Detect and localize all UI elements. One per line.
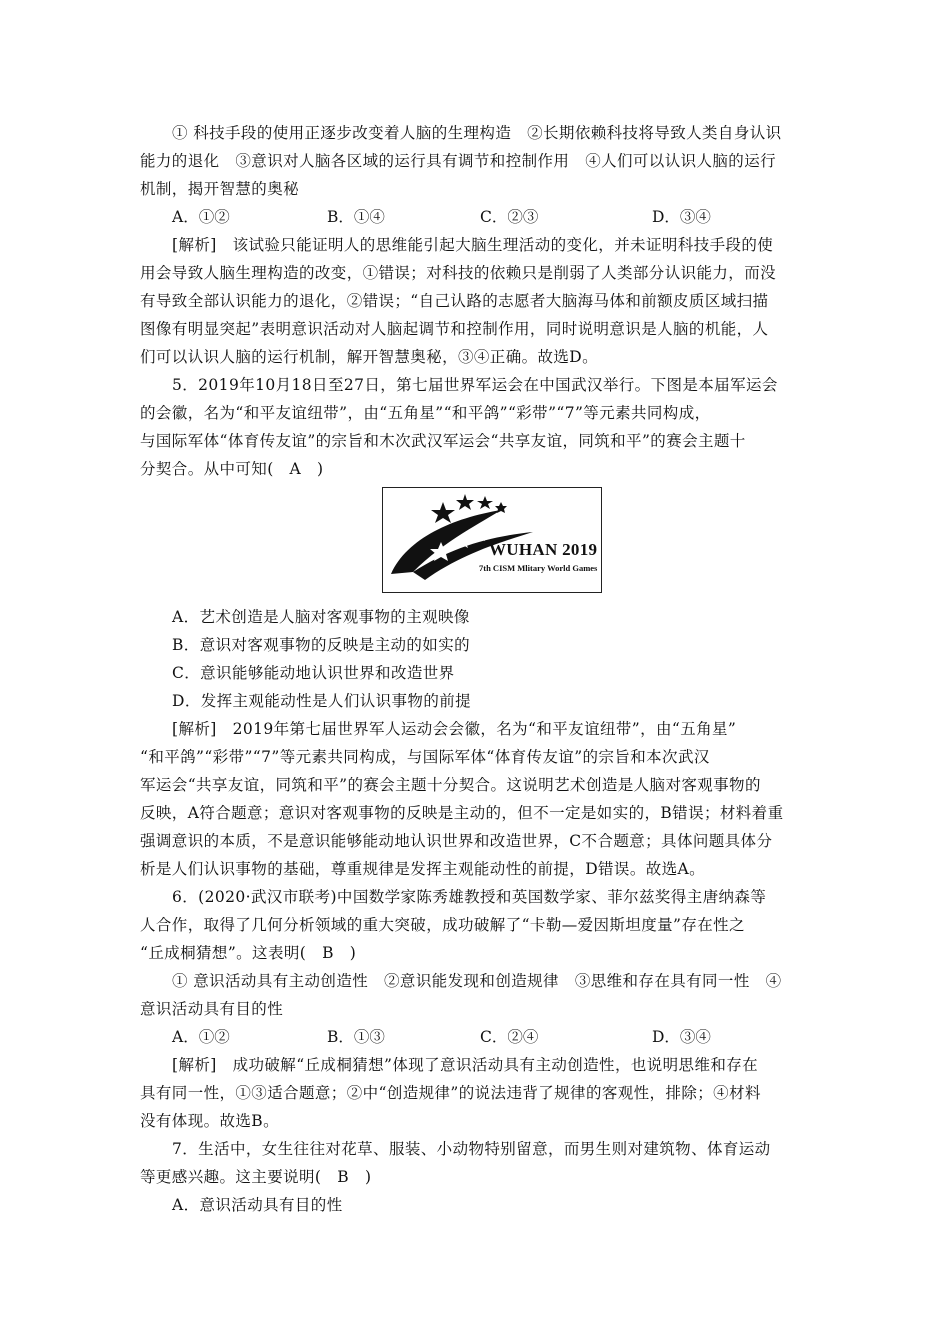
q6-stem-line-1: 6．(2020·武汉市联考)中国数学家陈秀雄教授和英国数学家、菲尔兹奖得主唐纳森等 [172,888,767,906]
q6-option-a: A．①② [172,1028,230,1046]
q5-analysis-line-3: 军运会“共享友谊，同筑和平”的赛会主题十分契合。这说明艺术创造是人脑对客观事物的 [140,776,761,794]
q5-option-a: A．艺术创造是人脑对客观事物的主观映像 [172,608,470,626]
q6-analysis-line-1: [解析] 成功破解“丘成桐猜想”体现了意识活动具有主动创造性，也说明思维和存在 [172,1056,759,1074]
q7-option-a: A．意识活动具有目的性 [172,1196,343,1214]
q5-analysis-line-2: “和平鸽”“彩带”“7”等元素共同构成，与国际军体“体育传友谊”的宗旨和本次武汉 [140,748,710,766]
q5-option-b: B．意识对客观事物的反映是主动的如实的 [172,636,470,654]
q4-statement-line-2: 能力的退化 ③意识对人脑各区域的运行具有调节和控制作用 ④人们可以认识人脑的运行 [140,152,777,170]
q5-analysis-line-4: 反映，A符合题意；意识对客观事物的反映是主动的，但不一定是如实的，B错误；材料着重 [140,804,784,822]
emblem-title: WUHAN 2019 [489,540,598,559]
q4-analysis-line-2: 用会导致人脑生理构造的改变，①错误；对科技的依赖只是削弱了人类部分认识能力，而没 [140,264,777,282]
q6-stem-line-3: “丘成桐猜想”。这表明( B ) [140,944,357,962]
q7-stem-line-1: 7．生活中，女生往往对花草、服装、小动物特别留意，而男生则对建筑物、体育运动 [172,1140,771,1158]
q5-analysis-line-1: [解析] 2019年第七届世界军人运动会会徽，名为“和平友谊纽带”，由“五角星” [172,720,737,738]
star-icon [456,494,474,510]
q5-analysis-line-5: 强调意识的本质，不是意识能够能动地认识世界和改造世界，C不合题意；具体问题具体分 [140,832,773,850]
q4-analysis-line-3: 有导致全部认识能力的退化，②错误；“自己认路的志愿者大脑海马体和前额皮质区域扫描 [140,292,769,310]
star-icon [475,530,487,541]
q5-stem-line-2: 的会徽，名为“和平友谊纽带”，由“五角星”“和平鸽”“彩带”“7”等元素共同构成， [140,404,711,422]
q6-stem-line-2: 人合作，取得了几何分析领域的重大突破，成功破解了“卡勒—爱因斯坦度量”存在性之 [140,916,745,934]
q6-option-d: D．③④ [652,1028,711,1046]
q5-stem-line-3: 与国际军体“体育传友谊”的宗旨和木次武汉军运会“共享友谊，同筑和平”的赛会主题十 [140,432,746,450]
q4-analysis-line-1: [解析] 该试验只能证明人的思维能引起大脑生理活动的变化，并未证明科技手段的使 [172,236,774,254]
q4-option-b: B．①④ [327,208,385,226]
q4-option-c: C．②③ [480,208,539,226]
emblem-subtitle: 7th CISM Mlitary World Games [479,563,598,573]
q5-option-c: C．意识能够能动地认识世界和改造世界 [172,664,455,682]
q5-stem-line-1: 5．2019年10月18日至27日，第七届世界军运会在中国武汉举行。下图是本届军运会 [172,376,778,394]
star-icon [431,502,455,523]
q7-stem-line-2: 等更感兴趣。这主要说明( B ) [140,1168,372,1186]
q6-analysis-line-3: 没有体现。故选B。 [140,1112,279,1130]
q4-analysis-line-5: 们可以认识人脑的运行机制，解开智慧奥秘，③④正确。故选D。 [140,348,599,366]
q6-statement-line-1: ① 意识活动具有主动创造性 ②意识能发现和创造规律 ③思维和存在具有同一性 ④ [172,972,782,990]
q6-statement-line-2: 意识活动具有目的性 [140,1000,284,1018]
q4-option-a: A．①② [172,208,230,226]
q4-option-d: D．③④ [652,208,711,226]
q4-statement-line-3: 机制，揭开智慧的奥秘 [140,180,300,198]
q5-analysis-line-6: 析是人们认识事物的基础，尊重规律是发挥主观能动性的前提，D错误。故选A。 [140,860,706,878]
q4-statement-line-1: ① 科技手段的使用正逐步改变着人脑的生理构造 ②长期依赖科技将导致人类自身认识 [172,124,782,142]
military-games-emblem [382,487,602,593]
star-icon [477,496,493,509]
q4-analysis-line-4: 图像有明显突起”表明意识活动对人脑起调节和控制作用，同时说明意识是人脑的机能，人 [140,320,769,338]
q6-analysis-line-2: 具有同一性，①③适合题意；②中“创造规律”的说法违背了规律的客观性，排除；④材料 [140,1084,761,1102]
q5-option-d: D．发挥主观能动性是人们认识事物的前提 [172,692,472,710]
q6-option-b: B．①③ [327,1028,385,1046]
q6-option-c: C．②④ [480,1028,539,1046]
q5-stem-line-4: 分契合。从中可知( A ) [140,460,324,478]
